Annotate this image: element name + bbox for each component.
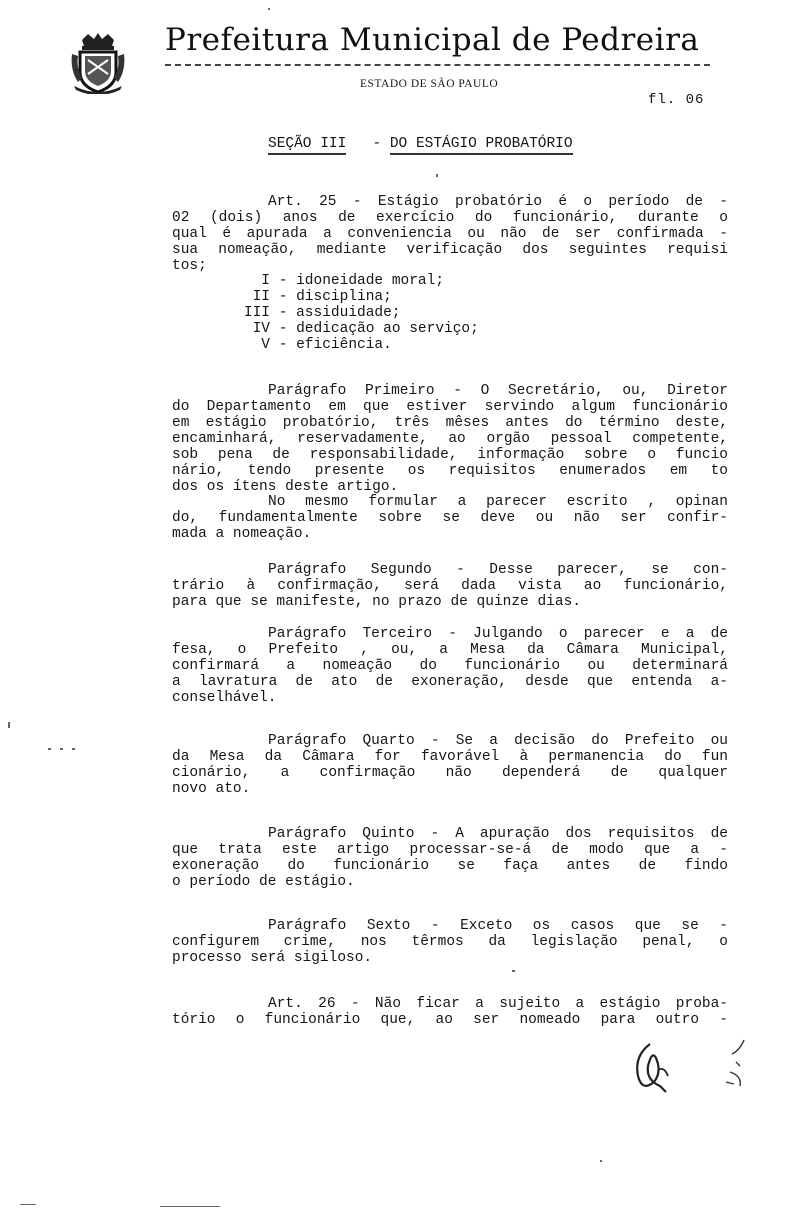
text-line: conselhável. <box>172 690 277 706</box>
text-line: cionário, a confirmação não dependerá de qualquer <box>172 765 728 781</box>
text-line: encaminhará, reservadamente, ao orgão pessoal competente, <box>172 431 728 447</box>
text-line: mada a nomeação. <box>172 526 312 542</box>
text-line: em estágio probatório, três mêses antes do término deste, <box>172 415 728 431</box>
text-line: confirmará a nomeação do funcionário ou determinará <box>172 658 728 674</box>
text-line: que trata este artigo processar-se-á de modo que a - <box>172 842 728 858</box>
text-line: Parágrafo Sexto - Exceto os casos que se - <box>268 918 728 934</box>
text-line: qual é apurada a conveniencia ou não de ser confirmada - <box>172 226 728 242</box>
text-line: 02 (dois) anos de exercício do funcionário, durante o <box>172 210 728 226</box>
text-line: o período de estágio. <box>172 874 355 890</box>
requisite-item: I - idoneidade moral; <box>261 273 445 289</box>
requisite-item: IV - dedicação ao serviço; <box>252 321 479 337</box>
text-line: processo será sigiloso. <box>172 950 373 966</box>
text-line: sua nomeação, mediante verificação dos seguintes requisi <box>172 242 728 258</box>
text-line: trário à confirmação, será dada vista ao funcionário, <box>172 578 728 594</box>
folio-number: fl. 06 <box>648 92 705 108</box>
text-line: sob pena de responsabilidade, informação sobre o funcio <box>172 447 728 463</box>
text-line: Parágrafo Quinto - A apuração dos requisitos de <box>268 826 728 842</box>
text-line: Parágrafo Segundo - Desse parecer, se con- <box>268 562 728 578</box>
requisite-item: V - eficiência. <box>261 337 392 353</box>
requisite-item: II - disciplina; <box>252 289 392 305</box>
requisite-item: III - assiduidade; <box>243 305 401 321</box>
text-line: a lavratura de ato de exoneração, desde que entenda a- <box>172 674 728 690</box>
text-line: Art. 25 - Estágio probatório é o período de - <box>268 194 728 210</box>
section-title: DO ESTÁGIO PROBATÓRIO <box>390 136 573 155</box>
text-line: Parágrafo Quarto - Se a decisão do Prefeito ou <box>268 733 728 749</box>
text-line: Parágrafo Primeiro - O Secretário, ou, Diretor <box>268 383 728 399</box>
letterhead-rule <box>165 64 710 66</box>
text-line: novo ato. <box>172 781 251 797</box>
text-line: tos; <box>172 258 207 274</box>
text-line: do Departamento em que estiver servindo algum funcionário <box>172 399 728 415</box>
text-line: configurem crime, nos têrmos da legislação penal, o <box>172 934 728 950</box>
letterhead-title: Prefeitura Municipal de Pedreira <box>165 22 700 58</box>
section-label: SEÇÃO III <box>268 136 346 155</box>
text-line: para que se manifeste, no prazo de quinze dias. <box>172 594 581 610</box>
handwritten-initials <box>612 1036 752 1096</box>
text-line: do, fundamentalmente sobre se deve ou não ser confir- <box>172 510 728 526</box>
municipal-crest-icon <box>68 30 128 94</box>
text-line: dos os ítens deste artigo. <box>172 479 399 495</box>
section-heading <box>268 136 573 152</box>
section-dash: - <box>372 136 382 152</box>
text-line: Art. 26 - Não ficar a sujeito a estágio proba- <box>268 996 728 1012</box>
text-line: nário, tendo presente os requisitos enumerados em to <box>172 463 728 479</box>
text-line: fesa, o Prefeito , ou, a Mesa da Câmara Municipal, <box>172 642 728 658</box>
text-line: exoneração do funcionário se faça antes de findo <box>172 858 728 874</box>
text-line: Parágrafo Terceiro - Julgando o parecer e a de <box>268 626 728 642</box>
letterhead-state: ESTADO DE SÃO PAULO <box>360 78 499 90</box>
text-line: tório o funcionário que, ao ser nomeado para outro - <box>172 1012 728 1028</box>
text-line: da Mesa da Câmara for favorável à permanencia do fun <box>172 749 728 765</box>
text-line: No mesmo formular a parecer escrito , opinan <box>268 494 728 510</box>
